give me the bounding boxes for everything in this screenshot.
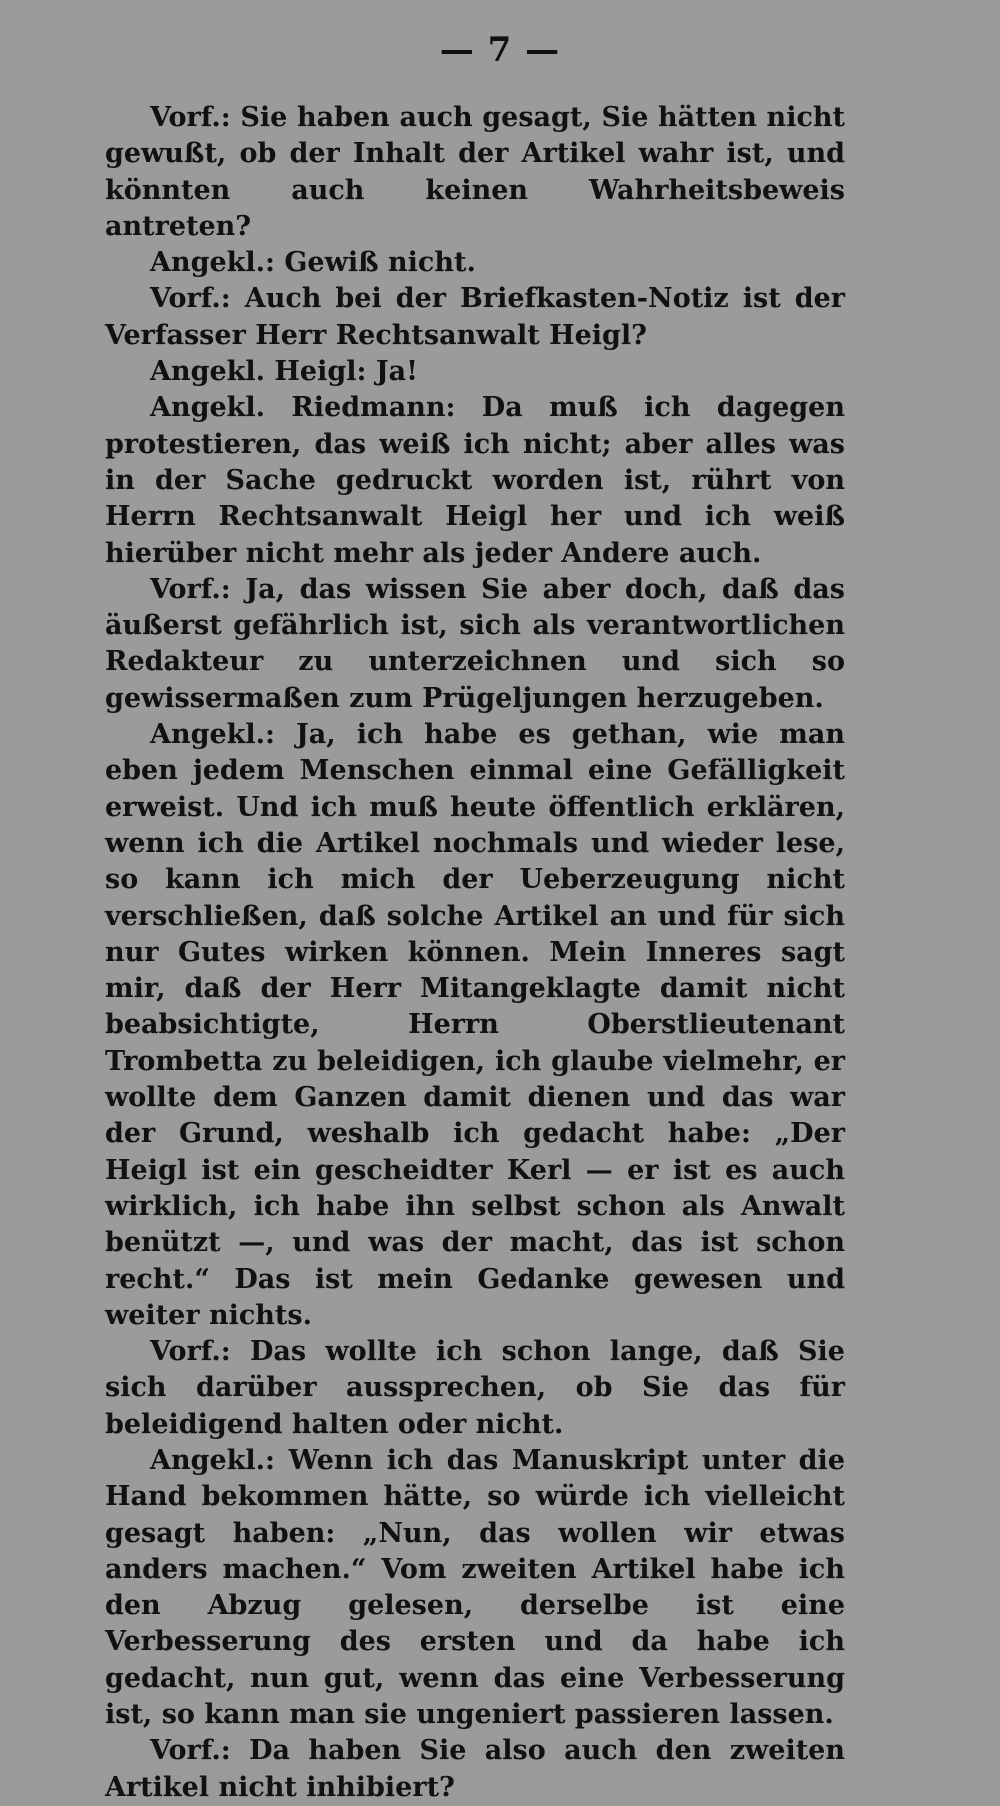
paragraph — [105, 1443, 845, 1733]
speaker-label: Angekl.: — [150, 247, 275, 279]
speaker-label: Angekl.: — [150, 1444, 275, 1476]
paragraph — [105, 717, 845, 1334]
speaker-label: Vorf.: — [150, 573, 231, 605]
page-number: — 7 — — [439, 30, 561, 70]
paragraph — [105, 100, 845, 245]
paragraph-text: Da muß ich dagegen protestieren, das weiß ich nicht; aber alles was in der Sache gedruckt worden ist, rührt von Herrn Rechtsanwalt Heigl her und ich weiß hierüber nicht mehr als jeder Andere auch. — [105, 392, 845, 569]
paragraph-text: Sie haben auch gesagt, Sie hätten nicht gewußt, ob der Inhalt der Artikel wahr ist, und könnten auch keinen Wahrheitsbeweis antreten? — [105, 102, 845, 242]
paragraph — [105, 1334, 845, 1443]
speaker-label: Vorf.: — [150, 283, 231, 315]
paragraph — [105, 390, 845, 571]
paragraph — [105, 281, 845, 354]
transcript-text — [105, 100, 845, 1806]
paragraph-text: Ja, das wissen Sie aber doch, daß das äußerst gefährlich ist, sich als verantwortlichen Redakteur zu unterzeichnen und sich so gewissermaßen zum Prügeljungen herzugeben. — [105, 573, 845, 714]
speaker-label: Vorf.: — [150, 102, 231, 133]
paragraph-text: Wenn ich das Manuskript unter die Hand bekommen hätte, so würde ich vielleicht gesagt haben: „Nun, das wollen wir etwas anders machen.“ Vom zweiten Artikel habe ich den Abzug gelesen, derselbe ist eine Verbesserung des ersten und da habe ich gedacht, nun gut, wenn das eine Verbesserung ist, so kann man sie ungeniert passieren lassen. — [105, 1444, 845, 1731]
paragraph — [105, 245, 845, 281]
paragraph — [105, 572, 845, 717]
paragraph — [105, 1733, 845, 1806]
paragraph-text: Gewiß nicht. — [284, 247, 476, 279]
paragraph-text: Ja! — [375, 356, 418, 388]
paragraph-text: Da haben Sie also auch den zweiten Artikel nicht inhibiert? — [105, 1735, 845, 1803]
paragraph — [105, 354, 845, 390]
speaker-label: Angekl.: — [150, 719, 275, 751]
paragraph-text: Das wollte ich schon lange, daß Sie sich darüber aussprechen, ob Sie das für beleidigend halten oder nicht. — [105, 1336, 845, 1440]
speaker-label: Angekl. Riedmann: — [150, 392, 456, 424]
speaker-label: Vorf.: — [150, 1735, 231, 1767]
paragraph-text: Ja, ich habe es gethan, wie man eben jedem Menschen einmal eine Gefälligkeit erweist. Und ich muß heute öffentlich erklären, wenn ich die Artikel nochmals und wieder lese, so kann ich mich der Ueberzeugung nicht verschließen, daß solche Artikel an und für sich nur Gutes wirken können. Mein Inneres sagt mir, daß der Herr Mitangeklagte damit nicht beabsichtigte, Herrn Oberstlieutenant Trombetta zu beleidigen, ich glaube vielmehr, er wollte dem Ganzen damit dienen und das war der Grund, weshalb ich gedacht habe: „Der Heigl ist ein gescheidter Kerl — er ist es auch wirklich, ich habe ihn selbst schon als Anwalt benützt —, und was der macht, das ist schon recht.“ Das ist mein Gedanke gewesen und weiter nichts. — [105, 719, 845, 1331]
speaker-label: Angekl. Heigl: — [150, 356, 367, 388]
speaker-label: Vorf.: — [150, 1336, 231, 1368]
paragraph-text: Auch bei der Briefkasten-Notiz ist der Verfasser Herr Rechtsanwalt Heigl? — [105, 283, 845, 351]
